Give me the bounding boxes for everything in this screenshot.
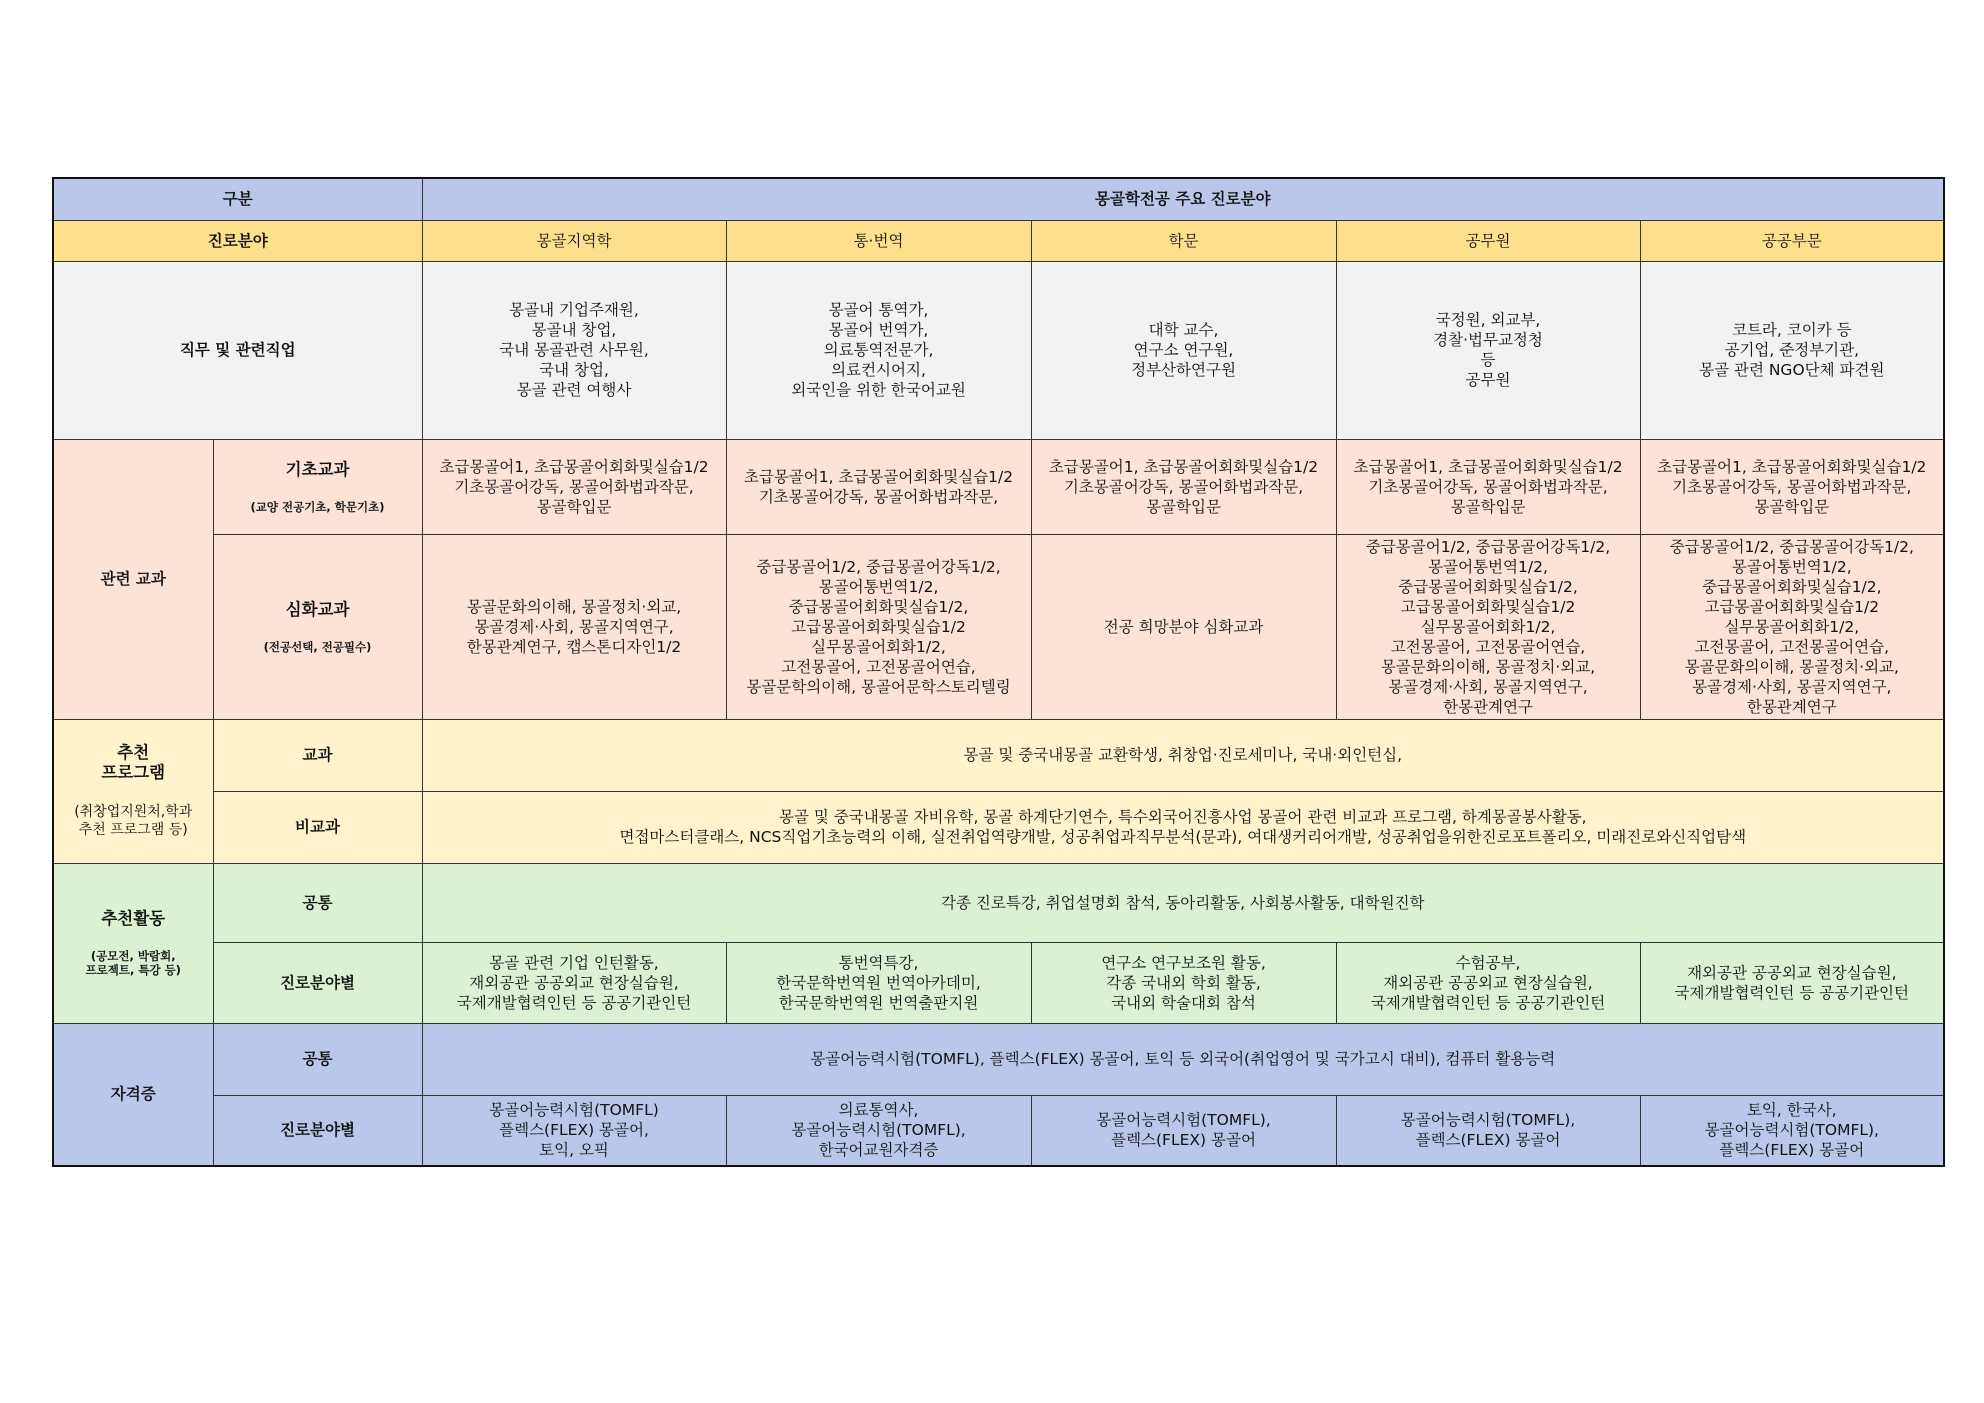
certificates-cell-0: 몽골어능력시험(TOMFL) 플렉스(FLEX) 몽골어, 토익, 오픽 bbox=[422, 1095, 726, 1166]
activities-cell-1: 통번역특강, 한국문학번역원 번역아카데미, 한국문학번역원 번역출판지원 bbox=[726, 942, 1031, 1023]
field-3: 공무원 bbox=[1336, 220, 1640, 261]
advanced-cell-0: 몽골문화의이해, 몽골정치·외교, 몽골경제·사회, 몽골지역연구, 한몽관계연구, 캡스톤디자인1/2 bbox=[422, 534, 726, 719]
activities-cell-2: 연구소 연구보조원 활동, 각종 국내외 학회 활동, 국내외 학술대회 참석 bbox=[1031, 942, 1336, 1023]
fields-label: 진로분야 bbox=[53, 220, 422, 261]
programs-sub: (취창업지원처,학과 추천 프로그램 등) bbox=[74, 804, 193, 838]
curricular-text: 몽골 및 중국내몽골 교환학생, 취창업·진로세미나, 국내·외인턴십, bbox=[422, 719, 1944, 791]
curricular-label: 교과 bbox=[213, 719, 422, 791]
basic-courses-header bbox=[213, 439, 422, 534]
advanced-cell-3: 중급몽골어1/2, 중급몽골어강독1/2, 몽골어통번역1/2, 중급몽골어회화및실습1/2, 고급몽골어회화및실습1/2 실무몽골어회화1/2, 고전몽골어, 고전몽골어연습, 몽골문화의이해, 몽골정치·외교, 몽골경제·사회, 몽골지역연구, 한몽관계연구 bbox=[1336, 534, 1640, 719]
extracurricular-text: 몽골 및 중국내몽골 자비유학, 몽골 하계단기연수, 특수외국어진흥사업 몽골어 관련 비교과 프로그램, 하계몽골봉사활동, 면접마스터클래스, NCS직업기초능력의 이해, 실전취업역량개발, 성공취업과직무분석(문과), 여대생커리어개발, 성공취업을위한진로포트폴리오, 미래진로와신직업탐색 bbox=[422, 791, 1944, 863]
activities-common-label: 공통 bbox=[213, 863, 422, 942]
field-1: 통·번역 bbox=[726, 220, 1031, 261]
basic-cell-3: 초급몽골어1, 초급몽골어회화및실습1/2 기초몽골어강독, 몽골어화법과작문, 몽골학입문 bbox=[1336, 439, 1640, 534]
programs-header bbox=[53, 719, 213, 863]
field-0: 몽골지역학 bbox=[422, 220, 726, 261]
activities-label: 추천활동 bbox=[101, 909, 166, 928]
basic-courses-sub: (교양 전공기초, 학문기초) bbox=[250, 499, 385, 514]
header-major-title: 몽골학전공 주요 진로분야 bbox=[422, 178, 1944, 220]
jobs-cell-0: 몽골내 기업주재원, 몽골내 창업, 국내 몽골관련 사무원, 국내 창업, 몽골 관련 여행사 bbox=[422, 261, 726, 439]
advanced-cell-1: 중급몽골어1/2, 중급몽골어강독1/2, 몽골어통번역1/2, 중급몽골어회화및실습1/2, 고급몽골어회화및실습1/2 실무몽골어회화1/2, 고전몽골어, 고전몽골어연습, 몽골문학의이해, 몽골어문학스토리텔링 bbox=[726, 534, 1031, 719]
activities-header bbox=[53, 863, 213, 1023]
jobs-cell-4: 코트라, 코이카 등 공기업, 준정부기관, 몽골 관련 NGO단체 파견원 bbox=[1640, 261, 1944, 439]
jobs-label: 직무 및 관련직업 bbox=[53, 261, 422, 439]
activities-common-text: 각종 진로특강, 취업설명회 참석, 동아리활동, 사회봉사활동, 대학원진학 bbox=[422, 863, 1944, 942]
programs-label: 추천 프로그램 bbox=[101, 743, 166, 782]
basic-courses-label: 기초교과 bbox=[285, 459, 350, 479]
jobs-cell-3: 국정원, 외교부, 경찰·법무교정청 등 공무원 bbox=[1336, 261, 1640, 439]
field-4: 공공부문 bbox=[1640, 220, 1944, 261]
certificates-cell-1: 의료통역사, 몽골어능력시험(TOMFL), 한국어교원자격증 bbox=[726, 1095, 1031, 1166]
certificates-byfield-label: 진로분야별 bbox=[213, 1095, 422, 1166]
advanced-cell-4: 중급몽골어1/2, 중급몽골어강독1/2, 몽골어통번역1/2, 중급몽골어회화및실습1/2, 고급몽골어회화및실습1/2 실무몽골어회화1/2, 고전몽골어, 고전몽골어연습, 몽골문화의이해, 몽골정치·외교, 몽골경제·사회, 몽골지역연구, 한몽관계연구 bbox=[1640, 534, 1944, 719]
career-table bbox=[52, 177, 1945, 1167]
jobs-cell-2: 대학 교수, 연구소 연구원, 정부산하연구원 bbox=[1031, 261, 1336, 439]
header-gubun: 구분 bbox=[53, 178, 422, 220]
certificates-common-text: 몽골어능력시험(TOMFL), 플렉스(FLEX) 몽골어, 토익 등 외국어(취업영어 및 국가고시 대비), 컴퓨터 활용능력 bbox=[422, 1023, 1944, 1095]
activities-cell-0: 몽골 관련 기업 인턴활동, 재외공관 공공외교 현장실습원, 국제개발협력인턴 등 공공기관인턴 bbox=[422, 942, 726, 1023]
activities-cell-4: 재외공관 공공외교 현장실습원, 국제개발협력인턴 등 공공기관인턴 bbox=[1640, 942, 1944, 1023]
basic-cell-0: 초급몽골어1, 초급몽골어회화및실습1/2 기초몽골어강독, 몽골어화법과작문, 몽골학입문 bbox=[422, 439, 726, 534]
certificates-cell-3: 몽골어능력시험(TOMFL), 플렉스(FLEX) 몽골어 bbox=[1336, 1095, 1640, 1166]
basic-cell-2: 초급몽골어1, 초급몽골어회화및실습1/2 기초몽골어강독, 몽골어화법과작문, 몽골학입문 bbox=[1031, 439, 1336, 534]
certificates-cell-4: 토익, 한국사, 몽골어능력시험(TOMFL), 플렉스(FLEX) 몽골어 bbox=[1640, 1095, 1944, 1166]
activities-sub: (공모전, 박람회, 프로젝트, 특강 등) bbox=[85, 949, 181, 977]
advanced-cell-2: 전공 희망분야 심화교과 bbox=[1031, 534, 1336, 719]
advanced-courses-sub: (전공선택, 전공필수) bbox=[263, 639, 372, 654]
certificates-common-label: 공통 bbox=[213, 1023, 422, 1095]
certificates-label: 자격증 bbox=[53, 1023, 213, 1166]
courses-label: 관련 교과 bbox=[53, 439, 213, 719]
field-2: 학문 bbox=[1031, 220, 1336, 261]
activities-byfield-label: 진로분야별 bbox=[213, 942, 422, 1023]
basic-cell-4: 초급몽골어1, 초급몽골어회화및실습1/2 기초몽골어강독, 몽골어화법과작문, 몽골학입문 bbox=[1640, 439, 1944, 534]
certificates-cell-2: 몽골어능력시험(TOMFL), 플렉스(FLEX) 몽골어 bbox=[1031, 1095, 1336, 1166]
extracurricular-label: 비교과 bbox=[213, 791, 422, 863]
advanced-courses-header bbox=[213, 534, 422, 719]
advanced-courses-label: 심화교과 bbox=[285, 599, 350, 619]
activities-cell-3: 수험공부, 재외공관 공공외교 현장실습원, 국제개발협력인턴 등 공공기관인턴 bbox=[1336, 942, 1640, 1023]
basic-cell-1: 초급몽골어1, 초급몽골어회화및실습1/2 기초몽골어강독, 몽골어화법과작문, bbox=[726, 439, 1031, 534]
jobs-cell-1: 몽골어 통역가, 몽골어 번역가, 의료통역전문가, 의료컨시어지, 외국인을 위한 한국어교원 bbox=[726, 261, 1031, 439]
